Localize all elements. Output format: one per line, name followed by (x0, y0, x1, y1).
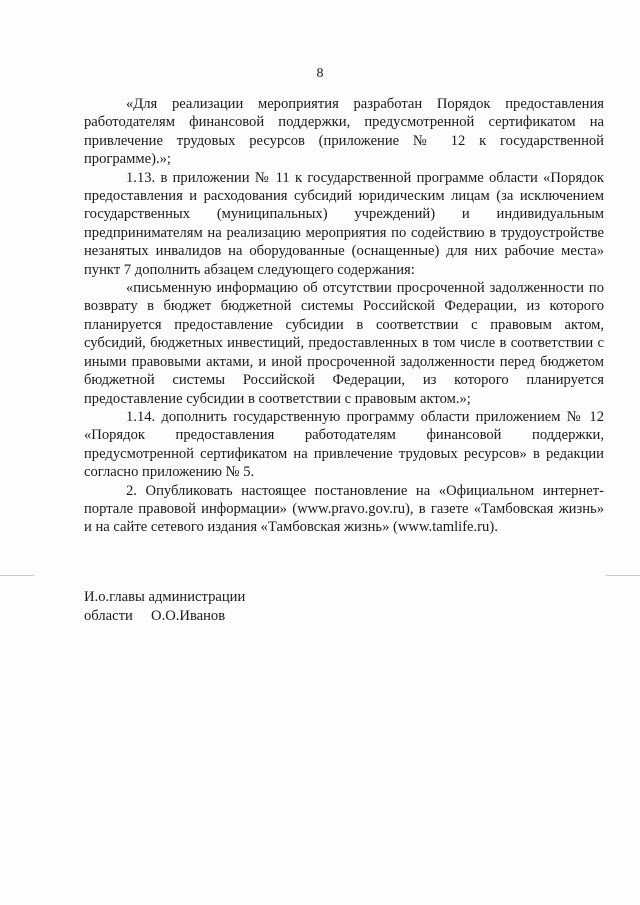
paragraph-quoted-addition: «письменную информацию об отсутствии просроченной задолженности по возврату в бюджет бюджетной системы Российской Федерации, из которого планируется предоставление субсидии в соответствии с правовым актом, субсидий, бюджетных инвестиций, предоставленных в том числе в соответствии с иными правовыми актами, и иной просроченной задолженности перед бюджетом бюджетной системы Российской Федерации, из которого планируется предоставление субсидии в соответствии с правовым актом.»; (84, 280, 604, 407)
paragraph-1-13: 1.13. в приложении № 11 к государственной программе области «Порядок предоставления и расходования субсидий юридическим лицам (за исключением государственных (муниципальных) учреждений) и индивидуальным предпринимателям на реализацию мероприятия по содействию в трудоустройстве незанятых инвалидов на оборудованные (оснащенные) для них рабочие места» пункт 7 дополнить абзацем следующего содержания: (84, 169, 604, 278)
paragraph-1-14: 1.14. дополнить государственную программу области приложением № 12 «Порядок предоставления работодателям финансовой поддержки, предусмотренной сертификатом на привлечение трудовых ресурсов» в редакции согласно приложению № 5. (84, 408, 604, 481)
paragraph-program-measure: «Для реализации мероприятия разработан Порядок предоставления работодателям финансовой поддержки, предусмотренной сертификатом на привлечение трудовых ресурсов (приложение № 12 к государственной программе).»; (84, 96, 604, 168)
signature-name: области О.О.Иванов (84, 608, 226, 624)
page-number: 8 (316, 66, 324, 81)
signature-title: И.о.главы администрации (84, 589, 246, 605)
scan-artifact (0, 575, 34, 576)
scan-artifact (606, 575, 640, 576)
document-body (84, 95, 604, 537)
signature-block (84, 588, 245, 626)
paragraph-2-publish: 2. Опубликовать настоящее постановление на «Официальном интернет-портале правовой информации» (www.pravo.gov.ru), в газете «Тамбовская жизнь» и на сайте сетевого издания «Тамбовская жизнь» (www.tamlife.ru). (84, 482, 604, 536)
